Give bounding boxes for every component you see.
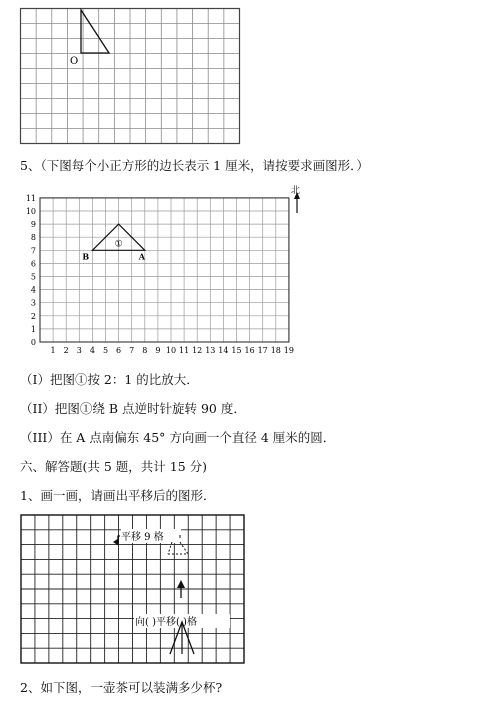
task-1: （I）把图①按 2：1 的比放大．	[20, 372, 199, 387]
y-tick-label: 1	[30, 324, 36, 334]
top-triangle	[81, 10, 109, 53]
y-tick-label: 0	[30, 338, 36, 347]
q5-prompt: 5、（下图每个小正方形的边长表示 1 厘米，请按要求画图形．）	[20, 158, 369, 173]
x-tick-label: 12	[192, 346, 203, 355]
up-arrow-icon	[177, 580, 185, 588]
origin-label: O	[70, 56, 79, 67]
y-tick-label: 4	[30, 285, 36, 295]
x-tick-label: 2	[63, 346, 69, 355]
q2-prompt: 2、如下图，一壶茶可以装满多少杯?	[20, 680, 223, 695]
figure-1-label: ①	[114, 239, 123, 250]
point-b-label: B	[82, 251, 90, 262]
top-grid	[18, 6, 243, 146]
x-tick-label: 11	[179, 346, 190, 355]
section-6-heading: 六、解答题(共 5 题，共计 15 分)	[20, 459, 208, 474]
y-tick-label: 8	[30, 233, 36, 243]
y-tick-label: 3	[30, 298, 36, 308]
q1-prompt: 1、画一画，请画出平移后的图形．	[20, 488, 216, 503]
y-tick-label: 10	[25, 207, 36, 216]
y-tick-label: 9	[30, 220, 36, 230]
x-tick-label: 5	[102, 346, 109, 355]
x-tick-label: 7	[129, 346, 135, 355]
shift-label-bottom: 向( )平移( )格	[135, 617, 197, 628]
x-tick-label: 19	[283, 346, 294, 355]
x-tick-label: 13	[205, 346, 216, 355]
x-tick-label: 17	[257, 346, 268, 355]
y-tick-label: 7	[30, 246, 36, 256]
x-tick-label: 8	[142, 346, 148, 355]
task-3: （III）在 A 点南偏东 45° 方向画一个直径 4 厘米的圆．	[20, 430, 336, 445]
shift-label-top: 平移 9 格	[121, 532, 164, 543]
x-tick-label: 14	[218, 346, 229, 355]
x-tick-label: 6	[116, 346, 122, 355]
y-tick-label: 6	[30, 259, 36, 269]
coordinate-grid	[18, 184, 318, 356]
x-tick-label: 18	[270, 346, 281, 355]
x-tick-label: 4	[89, 346, 95, 355]
x-tick-label: 1	[50, 346, 56, 355]
north-label: 北	[291, 186, 301, 196]
translation-grid	[20, 514, 250, 666]
x-tick-label: 3	[76, 346, 82, 355]
x-tick-label: 9	[155, 346, 161, 355]
task-2: （II）把图①绕 B 点逆时针旋转 90 度．	[20, 401, 246, 416]
x-tick-label: 15	[231, 346, 242, 355]
y-tick-label: 2	[30, 311, 36, 321]
x-tick-label: 10	[165, 346, 177, 355]
y-tick-label: 11	[25, 193, 36, 203]
x-tick-label: 16	[244, 346, 255, 355]
y-tick-label: 5	[30, 272, 36, 282]
point-a-label: A	[138, 251, 146, 262]
